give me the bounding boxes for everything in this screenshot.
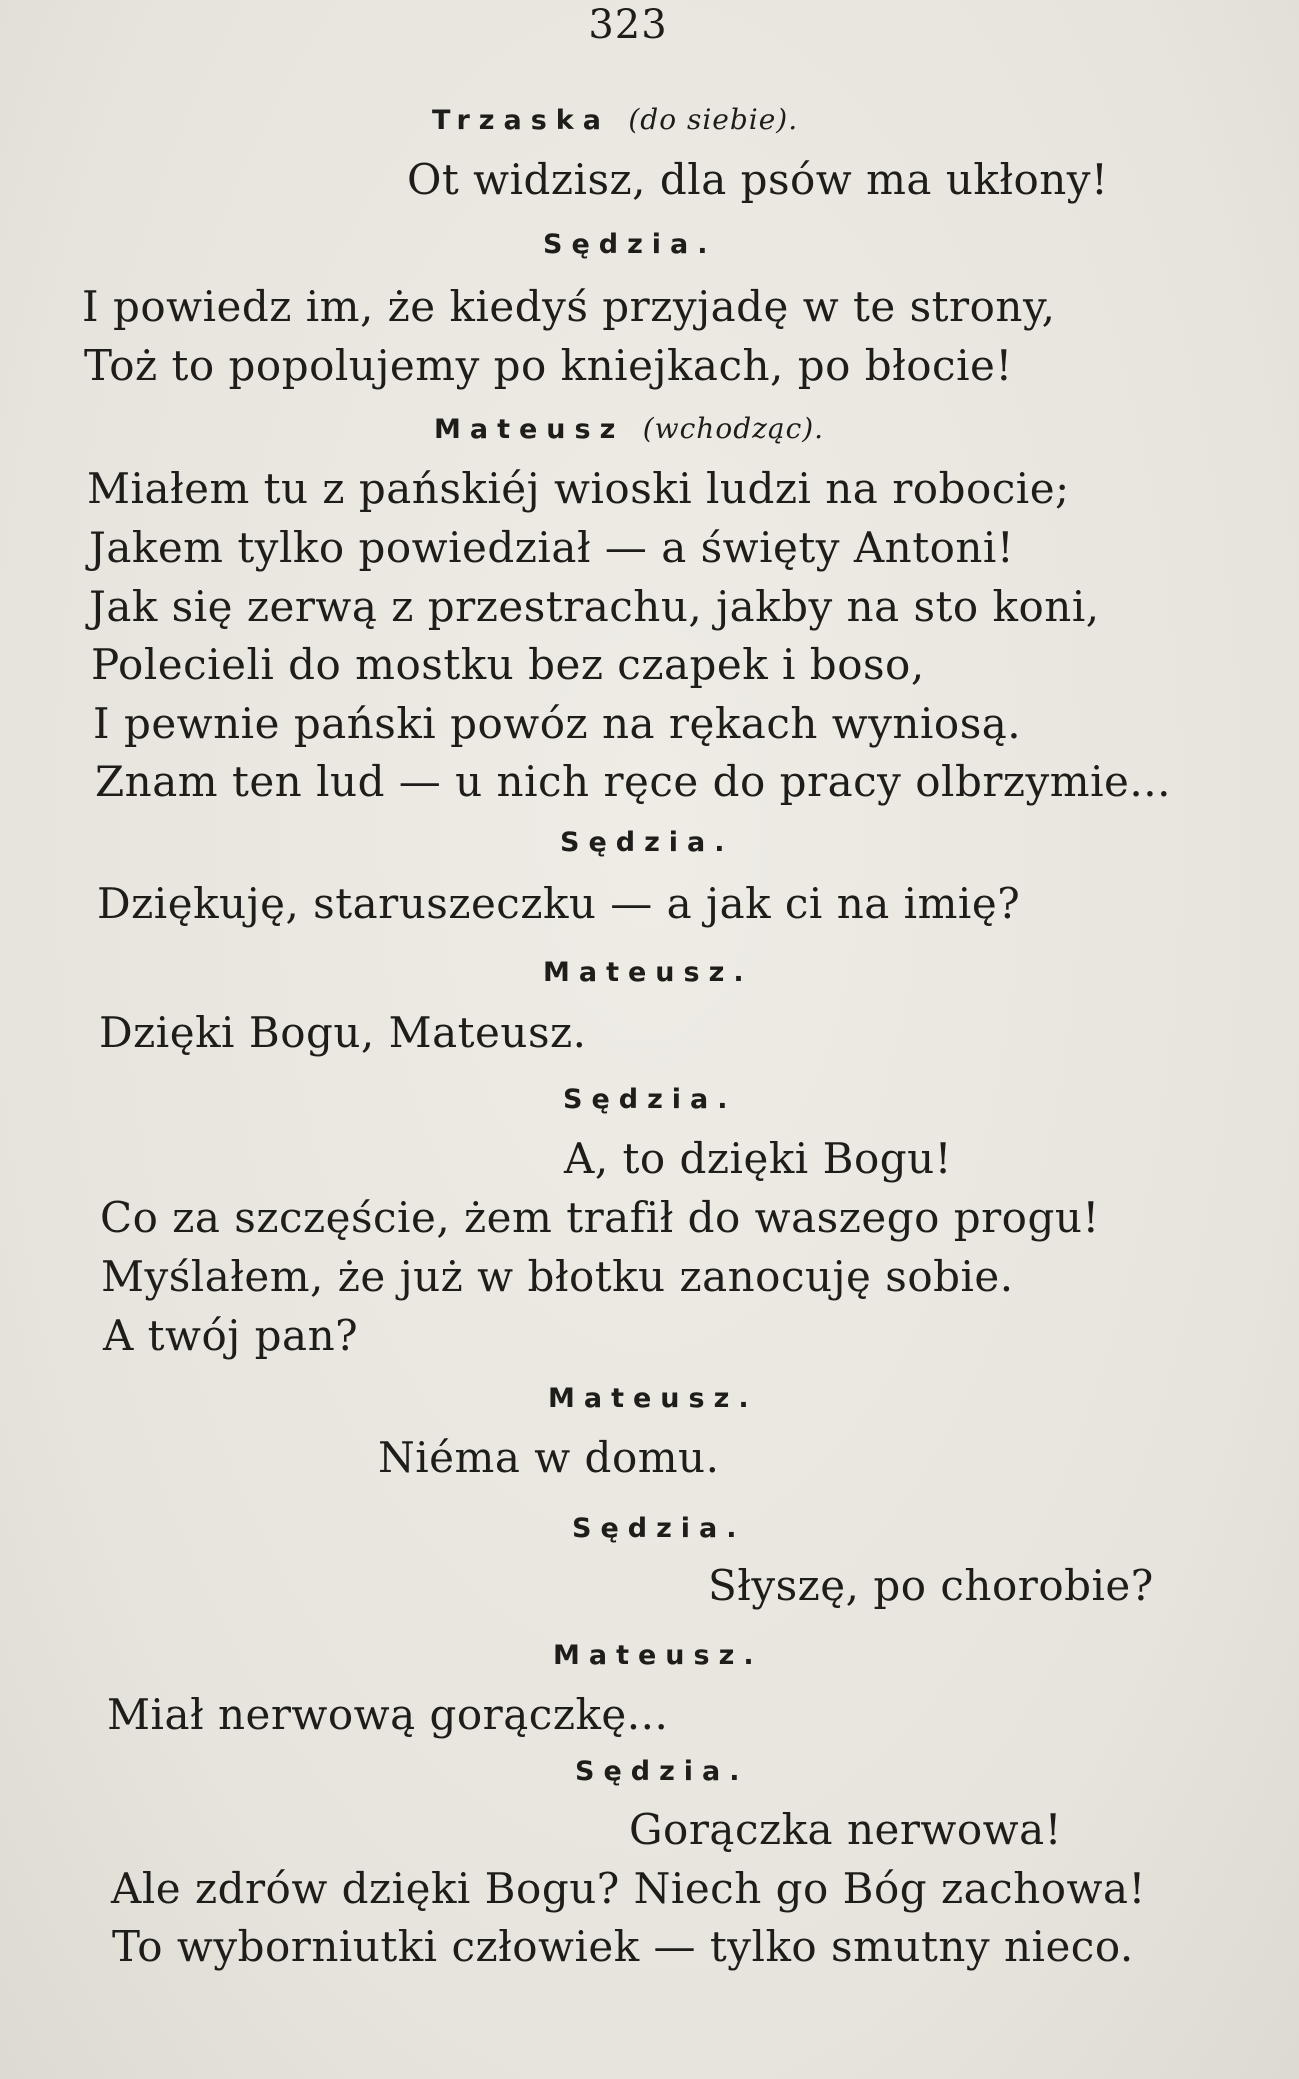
verse-line: To wyborniutki człowiek — tylko smutny nieco.: [112, 1922, 1134, 1971]
stage-direction: (wchodząc).: [642, 412, 825, 445]
speaker-heading: Sędzia.: [572, 1513, 746, 1544]
verse-line: A, to dzięki Bogu!: [564, 1134, 953, 1183]
verse-line: A twój pan?: [103, 1311, 359, 1360]
page-number: 323: [588, 2, 668, 48]
verse-line: Ale zdrów dzięki Bogu? Niech go Bóg zachowa!: [111, 1864, 1146, 1913]
speaker-heading: Mateusz.: [553, 1640, 763, 1671]
verse-line: Jakem tylko powiedział — a święty Antoni!: [89, 523, 1015, 572]
verse-line: Gorączka nerwowa!: [629, 1805, 1063, 1854]
speaker-heading: Sędzia.: [575, 1756, 749, 1787]
verse-line: Co za szczęście, żem trafił do waszego progu!: [100, 1193, 1100, 1242]
verse-line: I pewnie pański powóz na rękach wyniosą.: [93, 699, 1022, 748]
verse-line: Polecieli do mostku bez czapek i boso,: [91, 640, 925, 689]
verse-line: Miał nerwową gorączkę...: [107, 1690, 669, 1739]
verse-line: Dzięki Bogu, Mateusz.: [99, 1008, 587, 1057]
verse-line: I powiedz im, że kiedyś przyjadę w te strony,: [82, 282, 1056, 331]
speaker-heading: [434, 412, 824, 445]
verse-line: Miałem tu z pańskiéj wioski ludzi na robocie;: [87, 464, 1070, 513]
speaker-heading: [432, 103, 798, 136]
verse-line: Jak się zerwą z przestrachu, jakby na sto koni,: [89, 582, 1100, 631]
speaker-heading: Sędzia.: [560, 827, 734, 858]
speaker-heading: Mateusz.: [548, 1383, 758, 1414]
verse-line: Słyszę, po chorobie?: [708, 1561, 1154, 1610]
speaker-name: Trzaska: [432, 105, 610, 136]
speaker-name: Mateusz: [434, 414, 625, 445]
verse-line: Toż to popolujemy po kniejkach, po błocie!: [84, 341, 1013, 390]
verse-line: Znam ten lud — u nich ręce do pracy olbrzymie...: [95, 757, 1171, 806]
stage-direction: (do siebie).: [628, 103, 799, 136]
speaker-heading: Sędzia.: [543, 229, 717, 260]
verse-line: Myślałem, że już w błotku zanocuję sobie.: [101, 1252, 1014, 1301]
speaker-heading: Mateusz.: [543, 957, 753, 988]
verse-line: Ot widzisz, dla psów ma ukłony!: [407, 155, 1109, 204]
verse-line: Niéma w domu.: [378, 1433, 720, 1482]
speaker-heading: Sędzia.: [563, 1084, 737, 1115]
verse-line: Dziękuję, staruszeczku — a jak ci na imię?: [97, 879, 1021, 928]
